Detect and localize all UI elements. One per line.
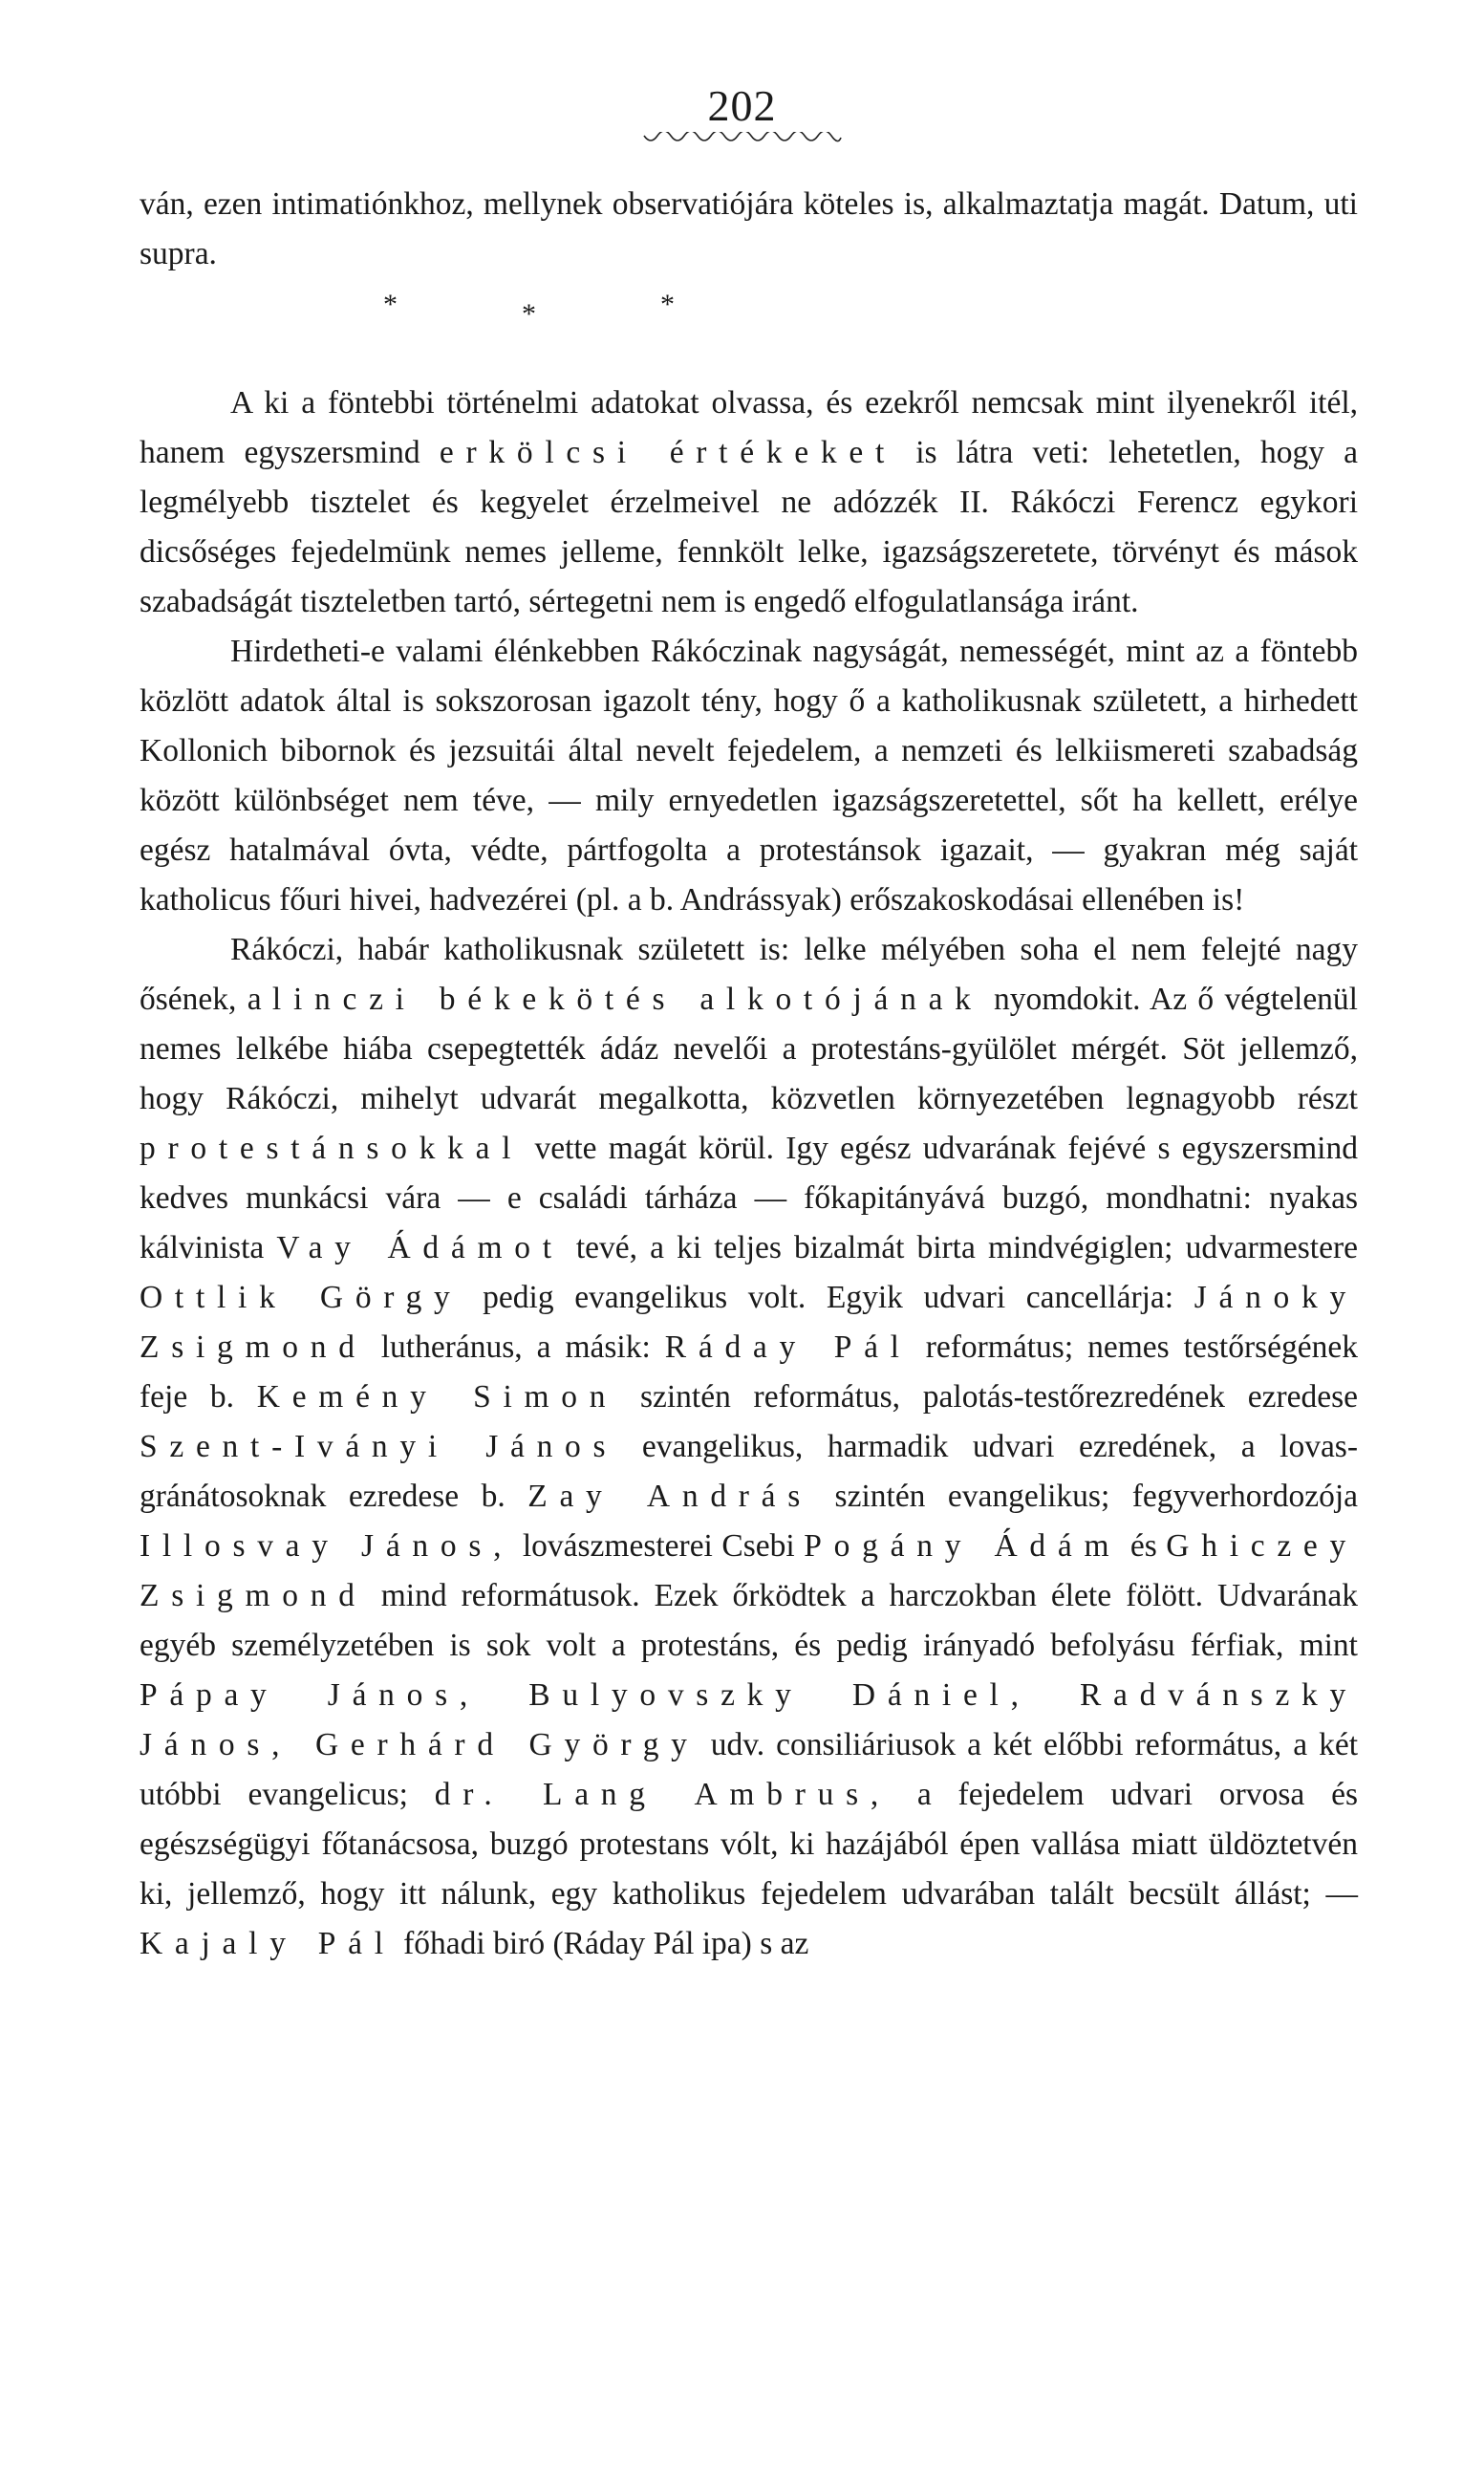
spaced-name: Ottlik Görgy (140, 1280, 462, 1315)
spaced-name: Pápay János, Bulyovszky Dániel, Radvánszky János, Gerhárd György (140, 1677, 1358, 1762)
paragraph-text: Hirdetheti-e valami élénkebben Rákóczinak nagyságát, nemességét, mint az a föntebb közlött adatok által is sokszorosan igazolt tény, hogy ő a katholikusnak született, a hirhedett Kollonich bibornok és jezsuitái által nevelt fejedelem, a nemzeti és lelkiismereti szabadság között különbséget nem téve, — mily ernyedetlen igazságszeretettel, sőt ha kellett, erélye egész hatalmával óvta, védte, pártfogolta a protestánsok igazait, — gyakran még saját katholicus főuri hivei, hadvezérei (pl. a b. Andrássyak) erőszakoskodásai ellenében is! (140, 634, 1358, 918)
paragraph-3 (140, 627, 1358, 925)
text-run: mind reformátusok. Ezek őrködtek a harczokban élete fölött. Udvarának egyéb személyzetében is sok volt a protestáns, és pedig irányadó befolyásu férfiak, mint (140, 1578, 1359, 1663)
spaced-name: Vay Ádámot (276, 1230, 564, 1265)
text-run: udv. consiliáriusok a két előbbi református, a két utóbbi evangelicus; (140, 1727, 1358, 1812)
paragraph-text: ván, ezen intimatiónkhoz, mellynek observatiójára köteles is, alkalmaztatja magát. Datum, uti supra. (140, 186, 1358, 271)
text-run: református; nemes testőrségének feje b. (140, 1329, 1358, 1415)
text-run: a fejedelem udvari orvosa és egészségügyi főtanácsosa, buzgó protestans vólt, ki hazájából épen vallása miatt üldöztetvén ki, jellemző, hogy itt nálunk, egy katholikus fejedelem udvarában talált becsült állást; — (140, 1777, 1359, 1912)
spaced-name: Pogány Ádám (804, 1528, 1122, 1564)
asterisk-right: * (660, 289, 675, 320)
text-run: szintén református, palotás-testőrezredének ezredese (639, 1379, 1358, 1415)
text-run: szintén evangelikus; fegyverhordozója (834, 1479, 1358, 1514)
spaced-name: Kemény Simon (256, 1379, 618, 1415)
spaced-name: Kajaly Pál (140, 1926, 396, 1961)
spaced-name: Szent-Iványi János (140, 1429, 618, 1464)
paragraph-1 (140, 180, 1358, 279)
text-run: pedig evangelikus volt. Egyik udvari cancellárja: (483, 1280, 1174, 1315)
spaced-name: Ghiczey Zsigmond (140, 1528, 1359, 1613)
spaced-name: dr. Lang Ambrus, (434, 1777, 891, 1812)
text-run: Rákóczi, habár katholikusnak született is: lelke mélyében soha el nem felejté nagy ősének, a (140, 932, 1358, 1017)
spaced-name: Jánoky Zsigmond (140, 1280, 1358, 1365)
text-run: vette magát körül. Igy egész udvarának fejévé s egyszersmind kedves munkácsi vára — e családi tárháza — főkapitányává buzgó, mondhatni: nyakas kálvinista (140, 1131, 1358, 1265)
spaced-emphasis: erkölcsi értékeket (439, 435, 897, 470)
text-run: is látra veti: lehetetlen, hogy a legmélyebb tisztelet és kegyelet érzelmeivel ne adózzék II. Rákóczi Ferencz egykori dicsőséges fejedelmünk nemes jelleme, fennkölt lelke, igazságszeretete, törvényt és mások szabadságát tiszteletben tartó, sértegetni nem is engedő elfogulatlansága iránt. (140, 435, 1359, 619)
spaced-name: Ráday Pál (664, 1329, 912, 1365)
page-number: 202 (707, 81, 777, 130)
spaced-emphasis: linczi békekötés alkotójának (271, 982, 983, 1017)
text-run: A ki a föntebbi történelmi adatokat olvassa, és ezekről nemcsak mint ilyenekről itél, hanem egyszersmind (140, 385, 1358, 470)
body-text (140, 180, 1358, 1969)
spaced-emphasis: protestánsokkal (140, 1131, 524, 1166)
paragraph-4 (140, 925, 1358, 1969)
paragraph-2 (140, 378, 1358, 627)
page-header (0, 81, 1484, 145)
text-run: evangelikus, harmadik udvari ezredének, a lovas-gránátosoknak ezredese b. (140, 1429, 1359, 1514)
asterisk-left: * (383, 289, 398, 320)
text-run: lovászmesterei Csebi (522, 1528, 795, 1564)
text-run: tevé, a ki teljes bizalmát birta mindvégiglen; udvarmestere (575, 1230, 1359, 1265)
spaced-name: Illosvay János, (140, 1528, 514, 1564)
spaced-name: Zay András (527, 1479, 813, 1514)
text-run: lutheránus, a másik: (380, 1329, 651, 1365)
section-divider-stars (140, 279, 1358, 378)
text-run: nyomdokit. Az ő végtelenül nemes lelkébe hiába csepegtették ádáz nevelői a protestáns-gyülölet mérgét. Söt jellemző, hogy Rákóczi, mihelyt udvarát megalkotta, közvetlen környezetében legnagyobb részt (140, 982, 1358, 1116)
text-run: főhadi biró (Ráday Pál ipa) s az (403, 1926, 809, 1961)
text-run: és (1129, 1528, 1157, 1564)
wavy-underline-ornament (642, 132, 843, 145)
asterisk-middle: * (522, 298, 536, 330)
